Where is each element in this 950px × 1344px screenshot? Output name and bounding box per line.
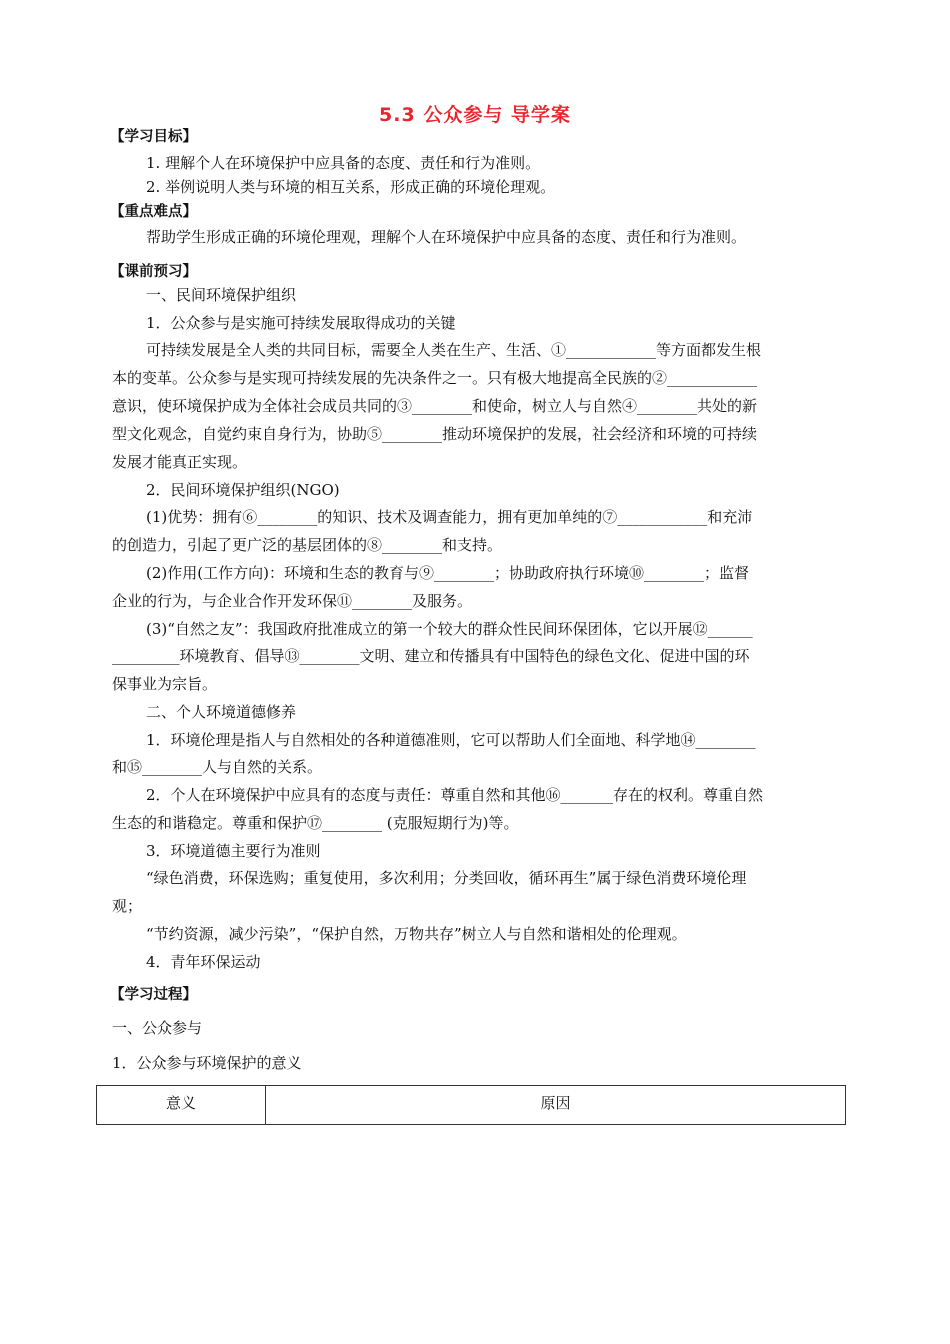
objective-item: 2. 举例说明人类与环境的相互关系，形成正确的环境伦理观。: [146, 178, 556, 196]
objective-item: 1. 理解个人在环境保护中应具备的态度、责任和行为准则。: [146, 154, 541, 172]
process-heading: 【学习过程】: [110, 987, 197, 1003]
table-header-cell: 意义: [97, 1086, 266, 1125]
table-header-row: [97, 1086, 846, 1125]
preview-paragraph-line: 发展才能真正实现。: [112, 453, 248, 471]
preview-paragraph-line: “节约资源，减少污染”，“保护自然，万物共存”树立人与自然和谐相处的伦理观。: [146, 925, 687, 943]
preview-paragraph-line: 企业的行为，与企业合作开发环保⑪________及服务。: [112, 592, 473, 610]
table-header-cell: 原因: [266, 1086, 846, 1125]
preview-paragraph-line: 2．个人在环境保护中应具有的态度与责任：尊重自然和其他⑯_______存在的权利。尊重自然: [146, 786, 764, 804]
preview-subsection: 4．青年环保运动: [146, 953, 261, 971]
preview-paragraph-line: 保事业为宗旨。: [112, 675, 218, 693]
preview-paragraph-line: 意识，使环境保护成为全体社会成员共同的③________和使命，树立人与自然④________共处的新: [112, 397, 758, 415]
preview-paragraph-line: 和⑮________人与自然的关系。: [112, 758, 323, 776]
preview-subsection: 3．环境道德主要行为准则: [146, 842, 321, 860]
key-points-text: 帮助学生形成正确的环境伦理观，理解个人在环境保护中应具备的态度、责任和行为准则。: [146, 228, 747, 246]
preview-paragraph-line: 生态的和谐稳定。尊重和保护⑰________ (克服短期行为)等。: [112, 814, 519, 832]
significance-table: [96, 1085, 846, 1125]
preview-section: 一、民间环境保护组织: [146, 286, 297, 304]
preview-paragraph-line: 的创造力，引起了更广泛的基层团体的⑧________和支持。: [112, 536, 503, 554]
preview-subsection: 1．公众参与是实施可持续发展取得成功的关键: [146, 314, 456, 332]
key-points-heading: 【重点难点】: [110, 204, 197, 220]
objectives-heading: 【学习目标】: [110, 129, 197, 145]
preview-paragraph-line: 本的变革。公众参与是实现可持续发展的先决条件之一。只有极大地提高全民族的②____________: [112, 369, 758, 387]
preview-section: 二、个人环境道德修养: [146, 703, 297, 721]
preview-paragraph-line: (3)“自然之友”：我国政府批准成立的第一个较大的群众性民间环保团体，它以开展⑫______: [146, 620, 753, 638]
preview-paragraph-line: “绿色消费，环保选购；重复使用，多次利用；分类回收，循环再生”属于绿色消费环境伦理: [146, 869, 747, 887]
preview-paragraph-line: _________环境教育、倡导⑬________文明、建立和传播具有中国特色的绿色文化、促进中国的环: [112, 647, 750, 665]
preview-heading: 【课前预习】: [110, 264, 197, 280]
preview-paragraph-line: (2)作用(工作方向)：环境和生态的教育与⑨________；协助政府执行环境⑩________；监督: [146, 564, 749, 582]
preview-paragraph-line: 1．环境伦理是指人与自然相处的各种道德准则，它可以帮助人们全面地、科学地⑭________: [146, 731, 756, 749]
preview-paragraph-line: 可持续发展是全人类的共同目标，需要全人类在生产、生活、①____________等方面都发生根: [146, 341, 762, 359]
preview-paragraph-line: 观；: [112, 897, 143, 915]
process-subsection: 1．公众参与环境保护的意义: [112, 1054, 302, 1072]
process-section: 一、公众参与: [112, 1019, 203, 1037]
preview-paragraph-line: 型文化观念，自觉约束自身行为，协助⑤________推动环境保护的发展，社会经济和环境的可持续: [112, 425, 758, 443]
preview-paragraph-line: (1)优势：拥有⑥________的知识、技术及调查能力，拥有更加单纯的⑦____________和充沛: [146, 508, 753, 526]
preview-subsection: 2．民间环境保护组织(NGO): [146, 481, 340, 499]
page-title: 5.3 公众参与 导学案: [379, 104, 571, 126]
